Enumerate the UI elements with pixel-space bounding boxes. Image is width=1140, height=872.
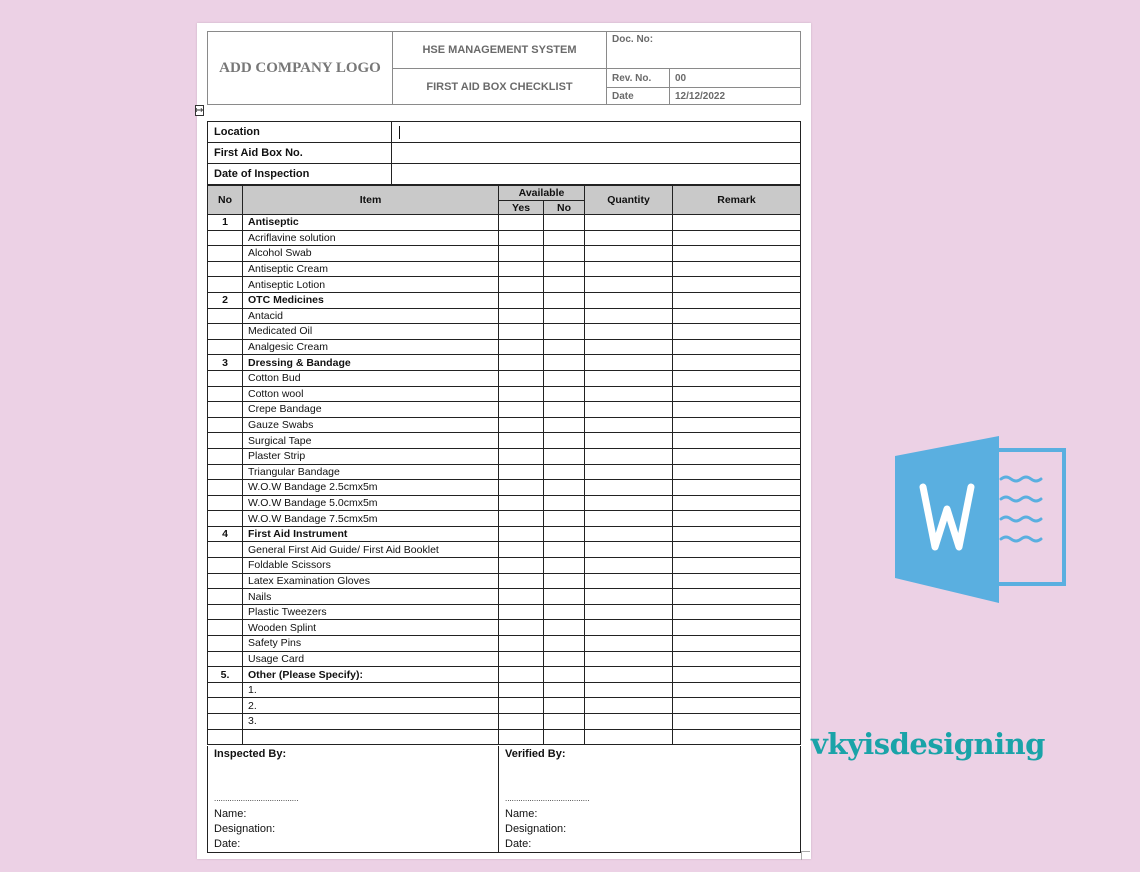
row-number [208, 230, 243, 246]
yes-cell[interactable] [499, 230, 544, 246]
quantity-cell[interactable] [585, 511, 673, 527]
quantity-cell[interactable] [585, 402, 673, 418]
remark-cell[interactable] [673, 589, 801, 605]
table-row [208, 620, 801, 636]
table-row [208, 558, 801, 574]
yes-cell[interactable] [499, 573, 544, 589]
document-page [197, 23, 811, 859]
yes-cell[interactable] [499, 433, 544, 449]
remark-cell[interactable] [673, 402, 801, 418]
quantity-cell[interactable] [585, 370, 673, 386]
item-label: Usage Card [243, 651, 499, 667]
item-label: Antacid [243, 308, 499, 324]
remark-cell[interactable] [673, 511, 801, 527]
inspection-info-table [207, 121, 801, 185]
quantity-cell[interactable] [585, 277, 673, 293]
row-number [208, 339, 243, 355]
table-row [208, 682, 801, 698]
quantity-cell[interactable] [585, 386, 673, 402]
checklist-table [207, 185, 801, 745]
item-label: Cotton Bud [243, 370, 499, 386]
yes-cell[interactable] [499, 480, 544, 496]
category-label: OTC Medicines [243, 292, 499, 308]
quantity-cell[interactable] [585, 604, 673, 620]
quantity-cell[interactable] [585, 339, 673, 355]
item-label: Acriflavine solution [243, 230, 499, 246]
row-number [208, 558, 243, 574]
quantity-cell[interactable] [585, 292, 673, 308]
row-number: 5. [208, 667, 243, 683]
no-cell[interactable] [544, 558, 585, 574]
table-row [208, 495, 801, 511]
quantity-cell[interactable] [585, 729, 673, 745]
verified-by-section [499, 746, 801, 852]
table-row [208, 464, 801, 480]
no-cell[interactable] [544, 370, 585, 386]
inspection-date-label: Date of Inspection [208, 164, 392, 185]
yes-cell[interactable] [499, 261, 544, 277]
inspected-by-section [208, 746, 499, 852]
table-row [208, 589, 801, 605]
quantity-cell[interactable] [585, 682, 673, 698]
yes-cell[interactable] [499, 464, 544, 480]
inspection-date-field[interactable] [392, 164, 801, 185]
no-cell[interactable] [544, 386, 585, 402]
row-number [208, 604, 243, 620]
signature-line: ...................................... [505, 794, 590, 803]
quantity-cell[interactable] [585, 215, 673, 231]
row-number [208, 620, 243, 636]
item-label: Wooden Splint [243, 620, 499, 636]
row-number [208, 729, 243, 745]
yes-cell[interactable] [499, 215, 544, 231]
yes-cell[interactable] [499, 339, 544, 355]
no-cell[interactable] [544, 308, 585, 324]
name-label: Name: [214, 808, 247, 820]
box-no-row [208, 143, 801, 164]
row-number [208, 651, 243, 667]
row-number [208, 636, 243, 652]
remark-cell[interactable] [673, 386, 801, 402]
row-number [208, 308, 243, 324]
header-no: No [208, 186, 243, 215]
item-label: Alcohol Swab [243, 246, 499, 262]
item-label [243, 729, 499, 745]
item-label: Triangular Bandage [243, 464, 499, 480]
remark-cell[interactable] [673, 355, 801, 371]
yes-cell[interactable] [499, 495, 544, 511]
yes-cell[interactable] [499, 448, 544, 464]
no-cell[interactable] [544, 604, 585, 620]
table-row [208, 714, 801, 730]
quantity-cell[interactable] [585, 698, 673, 714]
yes-cell[interactable] [499, 589, 544, 605]
row-number [208, 277, 243, 293]
table-row [208, 215, 801, 231]
item-label: Safety Pins [243, 636, 499, 652]
yes-cell[interactable] [499, 386, 544, 402]
no-cell[interactable] [544, 464, 585, 480]
box-no-field[interactable] [392, 143, 801, 164]
yes-cell[interactable] [499, 651, 544, 667]
table-row [208, 230, 801, 246]
yes-cell[interactable] [499, 542, 544, 558]
row-number [208, 324, 243, 340]
header-available: Available [499, 186, 585, 201]
remark-cell[interactable] [673, 729, 801, 745]
yes-cell[interactable] [499, 246, 544, 262]
remark-cell[interactable] [673, 230, 801, 246]
header-quantity: Quantity [585, 186, 673, 215]
row-number [208, 386, 243, 402]
item-label: 3. [243, 714, 499, 730]
yes-cell[interactable] [499, 324, 544, 340]
quantity-cell[interactable] [585, 495, 673, 511]
remark-cell[interactable] [673, 526, 801, 542]
table-row [208, 729, 801, 745]
category-label: Antiseptic [243, 215, 499, 231]
item-label: Plastic Tweezers [243, 604, 499, 620]
header-no-sub: No [544, 201, 585, 215]
row-number [208, 417, 243, 433]
remark-cell[interactable] [673, 542, 801, 558]
yes-cell[interactable] [499, 729, 544, 745]
inspected-by-label: Inspected By: [214, 748, 287, 760]
row-number [208, 448, 243, 464]
row-number: 3 [208, 355, 243, 371]
table-row [208, 604, 801, 620]
rev-no-value: 00 [669, 68, 801, 88]
yes-cell[interactable] [499, 277, 544, 293]
quantity-cell[interactable] [585, 246, 673, 262]
document-header [207, 31, 801, 105]
no-cell[interactable] [544, 620, 585, 636]
item-label: General First Aid Guide/ First Aid Booklet [243, 542, 499, 558]
header-item: Item [243, 186, 499, 215]
no-cell[interactable] [544, 261, 585, 277]
table-row [208, 308, 801, 324]
quantity-cell[interactable] [585, 417, 673, 433]
page-corner-mark [801, 851, 810, 860]
quantity-cell[interactable] [585, 230, 673, 246]
document-title: FIRST AID BOX CHECKLIST [392, 68, 607, 105]
yes-cell[interactable] [499, 558, 544, 574]
remark-cell[interactable] [673, 324, 801, 340]
quantity-cell[interactable] [585, 573, 673, 589]
location-label: Location [208, 122, 392, 143]
quantity-cell[interactable] [585, 651, 673, 667]
yes-cell[interactable] [499, 511, 544, 527]
date-label: Date: [214, 838, 241, 850]
table-row [208, 370, 801, 386]
quantity-cell[interactable] [585, 464, 673, 480]
no-cell[interactable] [544, 417, 585, 433]
table-row [208, 636, 801, 652]
no-cell[interactable] [544, 682, 585, 698]
quantity-cell[interactable] [585, 636, 673, 652]
row-number [208, 246, 243, 262]
no-cell[interactable] [544, 495, 585, 511]
no-cell[interactable] [544, 729, 585, 745]
designation-label: Designation: [505, 823, 567, 835]
text-cursor [399, 126, 400, 139]
table-row [208, 355, 801, 371]
no-cell[interactable] [544, 277, 585, 293]
microsoft-word-icon [893, 435, 1068, 605]
remark-cell[interactable] [673, 433, 801, 449]
row-number [208, 402, 243, 418]
row-number [208, 261, 243, 277]
row-number [208, 480, 243, 496]
table-row [208, 261, 801, 277]
brand-name: vkyisdesigning [811, 727, 1045, 761]
company-logo-placeholder: ADD COMPANY LOGO [207, 31, 393, 105]
table-row [208, 292, 801, 308]
remark-cell[interactable] [673, 246, 801, 262]
remark-cell[interactable] [673, 558, 801, 574]
row-number [208, 370, 243, 386]
header-yes: Yes [499, 201, 544, 215]
remark-cell[interactable] [673, 698, 801, 714]
yes-cell[interactable] [499, 667, 544, 683]
item-label: W.O.W Bandage 2.5cmx5m [243, 480, 499, 496]
quantity-cell[interactable] [585, 355, 673, 371]
no-cell[interactable] [544, 698, 585, 714]
quantity-cell[interactable] [585, 620, 673, 636]
designation-label: Designation: [214, 823, 276, 835]
no-cell[interactable] [544, 511, 585, 527]
yes-cell[interactable] [499, 714, 544, 730]
remark-cell[interactable] [673, 714, 801, 730]
table-row [208, 324, 801, 340]
quantity-cell[interactable] [585, 448, 673, 464]
category-label: Other (Please Specify): [243, 667, 499, 683]
item-label: Latex Examination Gloves [243, 573, 499, 589]
quantity-cell[interactable] [585, 433, 673, 449]
table-row [208, 573, 801, 589]
item-label: Medicated Oil [243, 324, 499, 340]
remark-cell[interactable] [673, 292, 801, 308]
yes-cell[interactable] [499, 636, 544, 652]
quantity-cell[interactable] [585, 480, 673, 496]
table-row [208, 433, 801, 449]
remark-cell[interactable] [673, 464, 801, 480]
yes-cell[interactable] [499, 682, 544, 698]
table-row [208, 480, 801, 496]
yes-cell[interactable] [499, 370, 544, 386]
remark-cell[interactable] [673, 573, 801, 589]
item-label: W.O.W Bandage 7.5cmx5m [243, 511, 499, 527]
item-label: 1. [243, 682, 499, 698]
remark-cell[interactable] [673, 667, 801, 683]
header-remark: Remark [673, 186, 801, 215]
inspection-date-row [208, 164, 801, 185]
remark-cell[interactable] [673, 448, 801, 464]
item-label: Foldable Scissors [243, 558, 499, 574]
remark-cell[interactable] [673, 604, 801, 620]
quantity-cell[interactable] [585, 324, 673, 340]
table-row [208, 339, 801, 355]
row-number [208, 589, 243, 605]
yes-cell[interactable] [499, 620, 544, 636]
no-cell[interactable] [544, 573, 585, 589]
move-anchor-icon[interactable]: ↦ [195, 105, 204, 115]
date-label: Date: [505, 838, 532, 850]
quantity-cell[interactable] [585, 308, 673, 324]
no-cell[interactable] [544, 230, 585, 246]
item-label: Plaster Strip [243, 448, 499, 464]
remark-cell[interactable] [673, 308, 801, 324]
quantity-cell[interactable] [585, 714, 673, 730]
quantity-cell[interactable] [585, 526, 673, 542]
signature-block [207, 746, 801, 853]
system-title: HSE MANAGEMENT SYSTEM [392, 31, 607, 69]
no-cell[interactable] [544, 292, 585, 308]
table-row [208, 667, 801, 683]
no-cell[interactable] [544, 651, 585, 667]
remark-cell[interactable] [673, 495, 801, 511]
remark-cell[interactable] [673, 651, 801, 667]
item-label: Analgesic Cream [243, 339, 499, 355]
yes-cell[interactable] [499, 355, 544, 371]
quantity-cell[interactable] [585, 558, 673, 574]
table-row [208, 277, 801, 293]
row-number [208, 573, 243, 589]
item-label: Crepe Bandage [243, 402, 499, 418]
table-row [208, 526, 801, 542]
item-label: Antiseptic Cream [243, 261, 499, 277]
quantity-cell[interactable] [585, 589, 673, 605]
name-label: Name: [505, 808, 538, 820]
row-number [208, 682, 243, 698]
table-row [208, 417, 801, 433]
table-row [208, 698, 801, 714]
item-label: Nails [243, 589, 499, 605]
yes-cell[interactable] [499, 604, 544, 620]
yes-cell[interactable] [499, 402, 544, 418]
remark-cell[interactable] [673, 370, 801, 386]
row-number [208, 714, 243, 730]
no-cell[interactable] [544, 355, 585, 371]
rev-no-label: Rev. No. [606, 68, 670, 88]
row-number [208, 698, 243, 714]
row-number: 2 [208, 292, 243, 308]
row-number [208, 464, 243, 480]
no-cell[interactable] [544, 402, 585, 418]
quantity-cell[interactable] [585, 261, 673, 277]
row-number [208, 511, 243, 527]
date-value: 12/12/2022 [669, 87, 801, 105]
item-label: Antiseptic Lotion [243, 277, 499, 293]
remark-cell[interactable] [673, 636, 801, 652]
row-number [208, 542, 243, 558]
box-no-label: First Aid Box No. [208, 143, 392, 164]
date-label: Date [606, 87, 670, 105]
table-row [208, 386, 801, 402]
yes-cell[interactable] [499, 292, 544, 308]
item-label: 2. [243, 698, 499, 714]
table-row [208, 246, 801, 262]
item-label: Cotton wool [243, 386, 499, 402]
no-cell[interactable] [544, 714, 585, 730]
category-label: Dressing & Bandage [243, 355, 499, 371]
item-label: Gauze Swabs [243, 417, 499, 433]
signature-line: ...................................... [214, 794, 299, 803]
remark-cell[interactable] [673, 215, 801, 231]
row-number: 1 [208, 215, 243, 231]
remark-cell[interactable] [673, 261, 801, 277]
item-label: Surgical Tape [243, 433, 499, 449]
verified-by-label: Verified By: [505, 748, 566, 760]
no-cell[interactable] [544, 324, 585, 340]
item-label: W.O.W Bandage 5.0cmx5m [243, 495, 499, 511]
location-row [208, 122, 801, 143]
location-field[interactable] [392, 122, 801, 143]
no-cell[interactable] [544, 215, 585, 231]
quantity-cell[interactable] [585, 667, 673, 683]
no-cell[interactable] [544, 448, 585, 464]
row-number: 4 [208, 526, 243, 542]
no-cell[interactable] [544, 589, 585, 605]
table-row [208, 651, 801, 667]
no-cell[interactable] [544, 667, 585, 683]
yes-cell[interactable] [499, 417, 544, 433]
no-cell[interactable] [544, 246, 585, 262]
no-cell[interactable] [544, 433, 585, 449]
table-row [208, 542, 801, 558]
no-cell[interactable] [544, 526, 585, 542]
remark-cell[interactable] [673, 682, 801, 698]
yes-cell[interactable] [499, 698, 544, 714]
table-row [208, 402, 801, 418]
yes-cell[interactable] [499, 526, 544, 542]
remark-cell[interactable] [673, 277, 801, 293]
no-cell[interactable] [544, 636, 585, 652]
no-cell[interactable] [544, 339, 585, 355]
remark-cell[interactable] [673, 417, 801, 433]
table-row [208, 511, 801, 527]
category-label: First Aid Instrument [243, 526, 499, 542]
no-cell[interactable] [544, 480, 585, 496]
yes-cell[interactable] [499, 308, 544, 324]
row-number [208, 433, 243, 449]
doc-no-label: Doc. No: [606, 31, 801, 69]
remark-cell[interactable] [673, 480, 801, 496]
quantity-cell[interactable] [585, 542, 673, 558]
no-cell[interactable] [544, 542, 585, 558]
row-number [208, 495, 243, 511]
table-row [208, 448, 801, 464]
remark-cell[interactable] [673, 620, 801, 636]
remark-cell[interactable] [673, 339, 801, 355]
